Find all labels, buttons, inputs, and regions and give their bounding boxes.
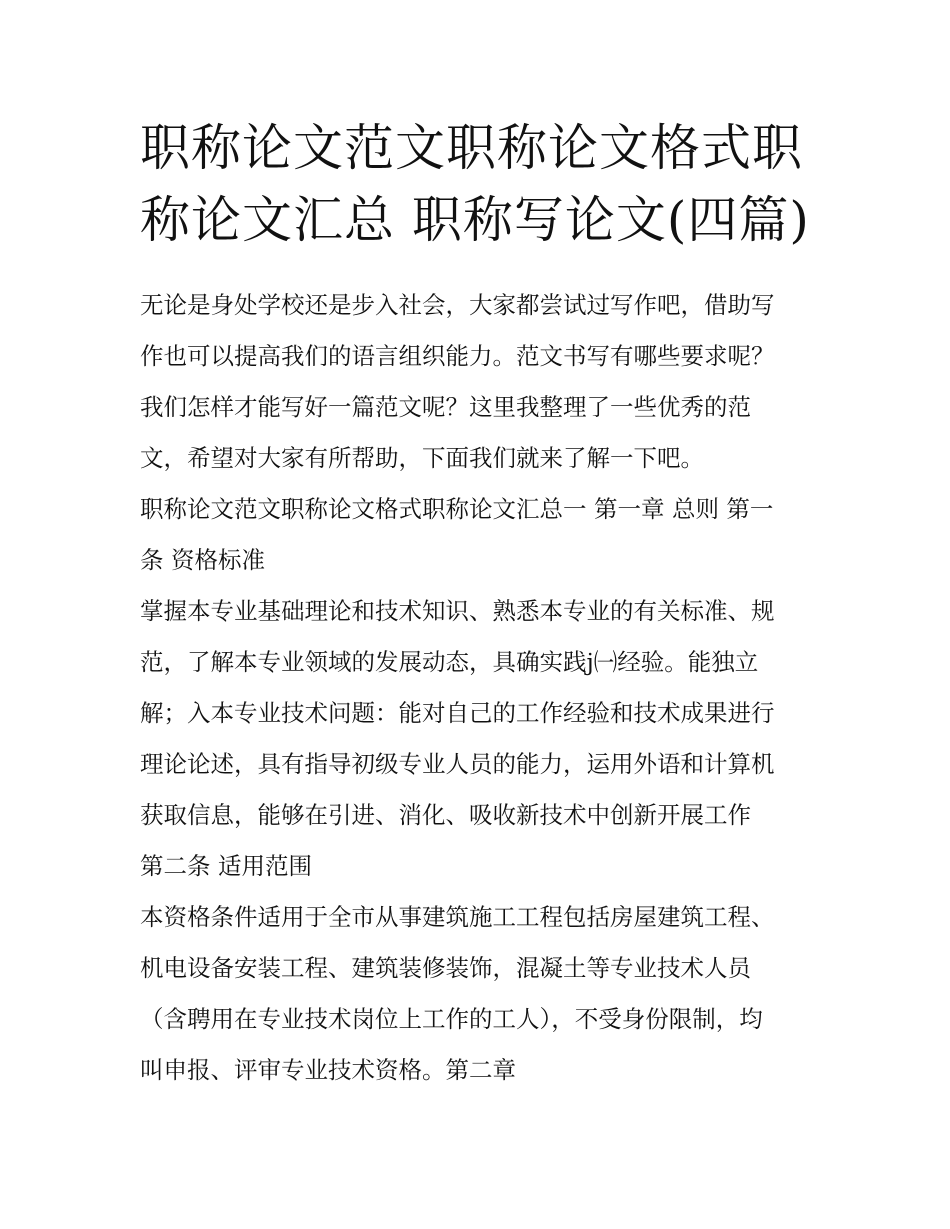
body-line: 第二条 适用范围 xyxy=(140,852,312,880)
body-line: 掌握本专业基础理论和技术知识、熟悉本专业的有关标准、规 xyxy=(140,597,775,625)
body-line: 无论是身处学校还是步入社会，大家都尝试过写作吧，借助写 xyxy=(140,291,775,319)
body-line: 机电设备安装工程、建筑装修装饰，混凝土等专业技术人员 xyxy=(140,954,751,982)
body-line: 理论论述，具有指导初级专业人员的能力，运用外语和计算机 xyxy=(140,750,775,778)
body-line: 获取信息，能够在引进、消化、吸收新技术中创新开展工作 xyxy=(140,801,751,829)
body-line: 文，希望对大家有所帮助，下面我们就来了解一下吧。 xyxy=(140,444,704,472)
document-title xyxy=(140,112,830,256)
body-line: 范，了解本专业领域的发展动态，具确实践j㈠经验。能独立 xyxy=(140,648,759,676)
body-line: （含聘用在专业技术岗位上工作的工人），不受身份限制，均 xyxy=(140,1005,763,1033)
title-line: 职称论文范文职称论文格式职 xyxy=(140,119,803,177)
body-line: 职称论文范文职称论文格式职称论文汇总一 第一章 总则 第一 xyxy=(140,495,774,523)
body-line: 条 资格标准 xyxy=(140,546,265,574)
document-body xyxy=(140,280,830,1096)
body-line: 本资格条件适用于全市从事建筑施工工程包括房屋建筑工程、 xyxy=(140,903,775,931)
body-line: 作也可以提高我们的语言组织能力。范文书写有哪些要求呢？ xyxy=(140,342,775,370)
body-line: 我们怎样才能写好一篇范文呢？这里我整理了一些优秀的范 xyxy=(140,393,751,421)
body-line: 解；入本专业技术问题：能对自己的工作经验和技术成果进行 xyxy=(140,699,775,727)
body-line: 叫申报、评审专业技术资格。第二章 xyxy=(140,1056,516,1084)
title-line: 称论文汇总 职称写论文(四篇) xyxy=(140,191,810,249)
